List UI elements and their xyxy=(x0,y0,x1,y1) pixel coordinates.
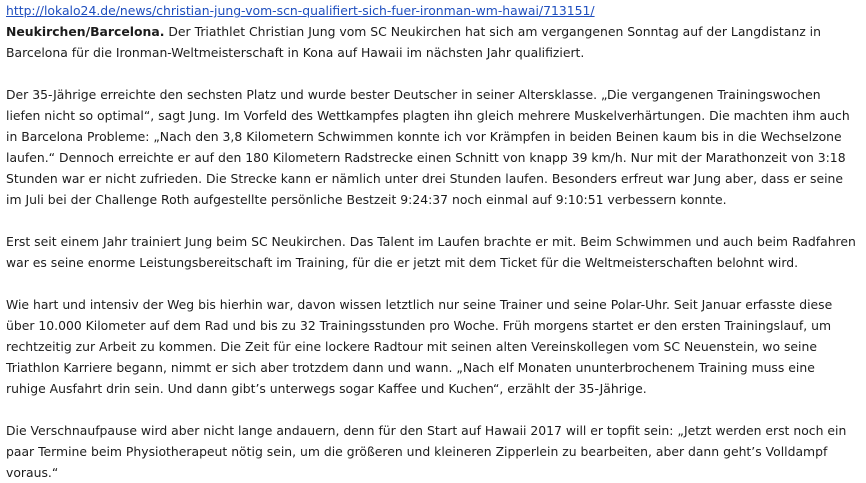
paragraph-line: im Juli bei der Challenge Roth aufgestellte persönliche Bestzeit 9:24:37 noch einmal auf 9:10:51 verbessern konnte. xyxy=(6,192,727,207)
article-document xyxy=(6,0,862,483)
line-text: Der Triathlet Christian Jung vom SC Neukirchen hat sich am vergangenen Sonntag auf der Langdistanz in xyxy=(164,24,821,39)
paragraph-line: voraus.“ xyxy=(6,465,59,480)
paragraph-line: Wie hart und intensiv der Weg bis hierhin war, davon wissen letztlich nur seine Trainer und seine Polar-Uhr. Seit Januar erfasste diese xyxy=(6,297,833,312)
paragraph-gap xyxy=(6,63,862,84)
paragraph-line: war es seine enorme Leistungsbereitschaft im Training, für die er jetzt mit dem Ticket für die Weltmeisterschaften belohnt wird. xyxy=(6,255,799,270)
paragraph-outlook xyxy=(6,420,862,483)
paragraph-line: über 10.000 Kilometer auf dem Rad und bis zu 32 Trainingsstunden pro Woche. Früh morgens startet er den ersten Trainingslauf, um xyxy=(6,318,832,333)
dateline: Neukirchen/Barcelona. xyxy=(6,24,165,39)
paragraph-line: Stunden war er nicht zufrieden. Die Strecke kann er nämlich unter drei Stunden laufen. Besonders erfreut war Jung aber, dass er seine xyxy=(6,171,843,186)
paragraph-line: Der 35-Jährige erreichte den sechsten Platz und wurde bester Deutscher in seiner Altersklasse. „Die vergangenen Trainingswochen xyxy=(6,87,821,102)
paragraph-line xyxy=(6,21,862,42)
source-link[interactable]: http://lokalo24.de/news/christian-jung-vom-scn-qualifiert-sich-fuer-ironman-wm-hawai/713151/ xyxy=(6,3,595,18)
paragraph-line: rechtzeitig zur Arbeit zu kommen. Die Zeit für eine lockere Radtour mit seinen alten Vereinskollegen vom SC Neuenstein, wo seine xyxy=(6,339,817,354)
paragraph-line: laufen.“ Dennoch erreichte er auf den 180 Kilometern Radstrecke einen Schnitt von knapp 39 km/h. Nur mit der Marathonzeit von 3:18 xyxy=(6,150,846,165)
paragraph-line: paar Termine beim Physiotherapeut nötig sein, um die größeren und kleineren Zipperlein zu bearbeiten, aber dann geht’s Volldampf xyxy=(6,444,828,459)
paragraph-line: Barcelona für die Ironman-Weltmeisterschaft in Kona auf Hawaii im nächsten Jahr qualifiziert. xyxy=(6,45,585,60)
paragraph-line: liefen nicht so optimal“, sagt Jung. Im Vorfeld des Wettkampfes plagten ihn gleich mehrere Muskelverhärtungen. Die machten ihm auch xyxy=(6,108,850,123)
paragraph-gap xyxy=(6,273,862,294)
paragraph-line: Triathlon Karriere begann, nimmt er sich aber trotzdem dann und wann. „Nach elf Monaten ununterbrochenem Training muss eine xyxy=(6,360,815,375)
paragraph-gap xyxy=(6,399,862,420)
paragraph-line: Die Verschnaufpause wird aber nicht lange andauern, denn für den Start auf Hawaii 2017 will er topfit sein: „Jetzt werden erst noch ein xyxy=(6,423,847,438)
paragraph-gap xyxy=(6,210,862,231)
source-link-line xyxy=(6,0,862,21)
paragraph-line: ruhige Ausfahrt drin sein. Und dann gibt’s unterwegs sogar Kaffee und Kuchen“, erzählt der 35-Jährige. xyxy=(6,381,647,396)
paragraph-club xyxy=(6,231,862,273)
paragraph-race-result xyxy=(6,84,862,210)
paragraph-line: Erst seit einem Jahr trainiert Jung beim SC Neukirchen. Das Talent im Laufen brachte er mit. Beim Schwimmen und auch beim Radfahren xyxy=(6,234,856,249)
paragraph-intro xyxy=(6,21,862,63)
paragraph-training xyxy=(6,294,862,399)
paragraph-line: in Barcelona Probleme: „Nach den 3,8 Kilometern Schwimmen konnte ich vor Krämpfen in beiden Beinen kaum bis in die Wechselzone xyxy=(6,129,842,144)
